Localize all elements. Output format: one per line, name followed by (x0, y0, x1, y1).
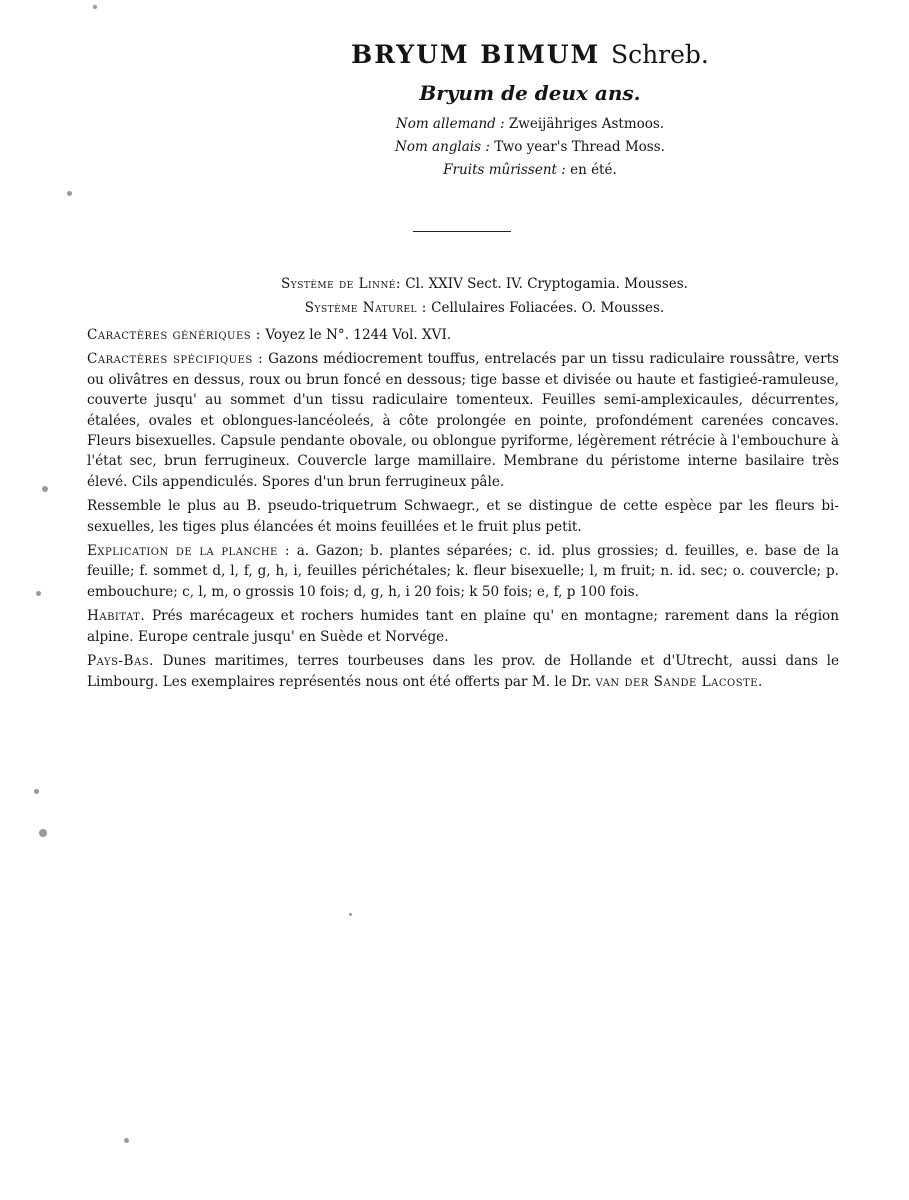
generic-characters-paragraph (87, 325, 839, 345)
generic-characters-label: Caractères génériques : (87, 327, 261, 343)
french-name: Bryum de deux ans. (419, 81, 641, 105)
divider (413, 231, 511, 232)
natural-system-value: Cellulaires Foliacées. O. Mousses. (431, 300, 665, 316)
plate-explanation-paragraph (87, 541, 839, 602)
natural-system-line (30, 300, 909, 316)
resemblance-paragraph (87, 496, 839, 537)
scan-speck (42, 486, 48, 492)
fruit-season-line (150, 162, 909, 178)
species-author: Schreb. (610, 40, 709, 69)
natural-system-label: Système Naturel : (304, 300, 427, 316)
german-name-label: Nom allemand : (395, 116, 505, 132)
plate-explanation-text: a. Gazon; b. plantes séparées; c. id. plus grossies; d. feuilles, e. base de la feuille; f. sommet d, l, f, g, h, i, feuilles périchétales; k. fleur bisexuelle; l, m fruit; n. id. sec; o. couvercle; p. embouchure; c, l, m, o grossis 10 fois; d, g, h, i 20 fois; k 50 fois; e, f, p 100 fois. (87, 543, 839, 600)
english-name-value: Two year's Thread Moss. (494, 139, 665, 155)
scan-speck (124, 1138, 129, 1143)
scan-speck (349, 913, 352, 916)
resemblance-text: Ressemble le plus au B. pseudo-triquetrum Schwaegr., et se distingue de cette espèce par les fleurs bi-sexuelles, les tiges plus élancées ét moins feuillées et le fruit plus petit. (87, 498, 839, 535)
english-name-label: Nom anglais : (395, 139, 490, 155)
scan-speck (93, 5, 97, 9)
specific-characters-label: Caractères spécifiques : (87, 351, 264, 368)
german-name-line (150, 116, 909, 132)
linne-system-value: Cl. XXIV Sect. IV. Cryptogamia. Mousses. (405, 276, 688, 292)
fruit-season-value: en été. (570, 162, 617, 178)
habitat-paragraph (87, 606, 839, 647)
plate-explanation-label: Explication de la planche : (87, 543, 291, 560)
habitat-label: Habitat. (87, 608, 146, 625)
fruit-season-label: Fruits mûrissent : (443, 162, 566, 178)
scan-speck (36, 591, 41, 596)
page-title (150, 40, 909, 69)
scan-speck (34, 789, 39, 794)
generic-characters-text: Voyez le N°. 1244 Vol. XVI. (265, 327, 452, 343)
scan-speck (39, 829, 47, 837)
linne-system-label: Système de Linné: (281, 276, 401, 292)
german-name-value: Zweijähriges Astmoos. (508, 116, 665, 132)
specific-characters-paragraph (87, 349, 839, 492)
linne-system-line (30, 276, 909, 292)
netherlands-paragraph (87, 651, 839, 692)
species-name: BRYUM BIMUM (351, 40, 601, 69)
scan-speck (67, 191, 72, 196)
specific-characters-text: Gazons médiocrement touffus, entrelacés par un tissu radiculaire roussâtre, verts ou olivâtres en dessus, roux ou brun foncé en dessous; tige basse et divisée ou haute et fastigieé-ramuleuse, couverte jusqu' au sommet d'un tissu radiculaire tomenteux. Feuilles semi-amplexicaules, décurrentes, étalées, ovales et oblongues-lancéoleés, à côte prolongée en pointe, profondément carenées concaves. Fleurs bisexuelles. Capsule pendante obovale, ou oblongue pyriforme, légèrement rétrécie à l'embouchure à l'état sec, brun ferrugineux. Couvercle large mamillaire. Membrane du péristome interne basilaire très élevé. Cils appendiculés. Spores d'un brun ferrugineux pâle. (87, 351, 840, 490)
english-name-line (150, 139, 909, 155)
habitat-text: Prés marécageux et rochers humides tant en plaine qu' en montagne; rarement dans la région alpine. Europe centrale jusqu' en Suède et Norvége. (87, 608, 840, 645)
netherlands-text: Dunes maritimes, terres tourbeuses dans les prov. de Hollande et d'Utrecht, aussi dans le Limbourg. Les exemplaires représentés nous ont été offerts par M. le Dr. (87, 653, 840, 690)
description-body (87, 325, 839, 696)
netherlands-label: Pays-Bas. (87, 653, 154, 670)
collector-name: van der Sande Lacoste. (595, 673, 763, 690)
